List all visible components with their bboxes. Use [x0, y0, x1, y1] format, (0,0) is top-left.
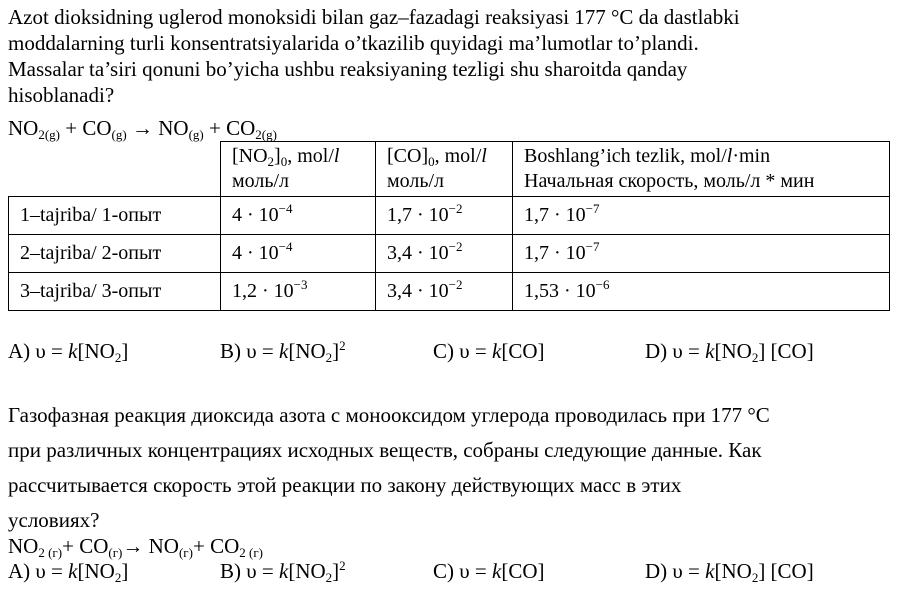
no2-value: $4 \cdot 10^{-4}$ [221, 235, 376, 273]
header-no2-conc: $[NO_2]_0$, mol/l моль/л [221, 142, 376, 197]
table-corner-cell [9, 142, 221, 197]
row-label: 3–tajriba/ 3-опыт [9, 273, 221, 311]
answer-option-b[interactable]: B) $\upsilon = k[NO_2]^2$ [220, 558, 346, 585]
question-uz-line: moddalarning turli konsentratsiyalarida o’tkazilib quyidagi ma’lumotlar to’plandi. [8, 31, 699, 55]
co-value: $3,4 \cdot 10^{-2}$ [376, 235, 513, 273]
question-ru-line: условиях? [8, 508, 100, 532]
rate-value: $1,53 \cdot 10^{-6}$ [513, 273, 890, 311]
answer-options [8, 339, 898, 365]
answer-option-d[interactable]: D) $\upsilon = k[NO_2]$ [CO] [645, 339, 814, 365]
question-uz [8, 4, 898, 108]
no2-value: $1,2 \cdot 10^{-3}$ [221, 273, 376, 311]
question-ru-line: при различных концентрациях исходных веществ, собраны следующие данные. Как [8, 438, 762, 462]
co-value: $3,4 \cdot 10^{-2}$ [376, 273, 513, 311]
answer-option-a[interactable]: A) $\upsilon = k[NO_2]$ [8, 339, 129, 365]
table-row [9, 197, 890, 235]
answer-option-a[interactable]: A) $\upsilon = k[NO_2]$ [8, 559, 129, 585]
question-uz-line: Massalar ta’siri qonuni bo’yicha ushbu reaksiyaning tezligi shu sharoitda qanday [8, 57, 688, 81]
header-initial-rate: Boshlang’ich tezlik, mol/l·min Начальная скорость, моль/л * мин [513, 142, 890, 197]
question-uz-line: Azot dioksidning uglerod monoksidi bilan gaz–fazadagi reaksiyasi 177 °C da dastlabki [8, 5, 740, 29]
answer-option-c[interactable]: C) υ = k[CO] [433, 339, 545, 363]
table-row [9, 273, 890, 311]
answer-option-b[interactable]: B) $\upsilon = k[NO_2]^2$ [220, 338, 346, 365]
reaction-equation-ru: $NO_{2 (г)}+ CO_{(г)}\to NO_{(г)}+ CO_{2 (г)}$ [8, 534, 263, 560]
answer-options-ru [8, 559, 898, 585]
rate-value: $1,7 \cdot 10^{-7}$ [513, 235, 890, 273]
reaction-equation-uz: $NO_{2(g)} + CO_{(g)} \to NO_{(g)} + CO_{2(g)}$ [8, 116, 277, 142]
row-label: 2–tajriba/ 2-опыт [9, 235, 221, 273]
experiment-table [8, 141, 890, 311]
rate-value: $1,7 \cdot 10^{-7}$ [513, 197, 890, 235]
question-ru-line: Газофазная реакция диоксида азота с монооксидом углерода проводилась при 177 °C [8, 403, 770, 427]
answer-option-c[interactable]: C) υ = k[CO] [433, 559, 545, 583]
table-row [9, 235, 890, 273]
answer-option-d[interactable]: D) $\upsilon = k[NO_2]$ [CO] [645, 559, 814, 585]
row-label: 1–tajriba/ 1-опыт [9, 197, 221, 235]
no2-value: $4 \cdot 10^{-4}$ [221, 197, 376, 235]
header-co-conc: $[CO]_0$, mol/l моль/л [376, 142, 513, 197]
question-uz-line: hisoblanadi? [8, 83, 115, 107]
question-ru [8, 398, 898, 538]
table-header-row [9, 142, 890, 197]
question-ru-line: рассчитывается скорость этой реакции по закону действующих масс в этих [8, 473, 682, 497]
co-value: $1,7 \cdot 10^{-2}$ [376, 197, 513, 235]
